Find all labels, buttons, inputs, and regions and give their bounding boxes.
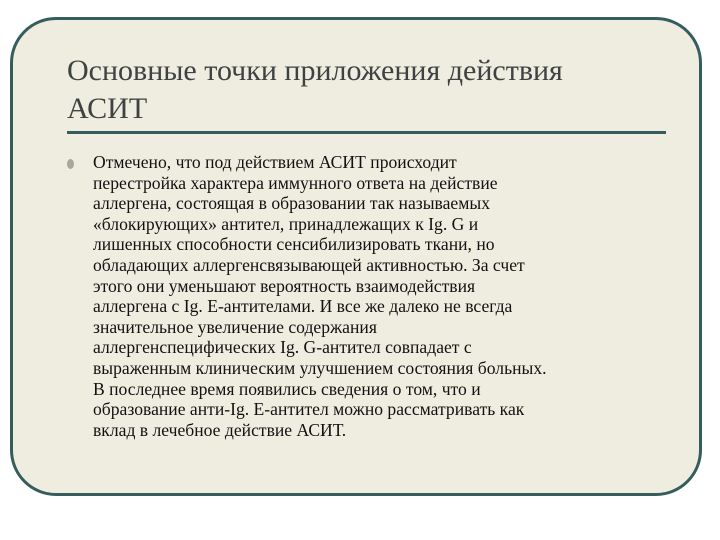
bullet-dot-icon	[67, 159, 74, 169]
title-divider	[67, 131, 666, 134]
bullet-text: Отмечено, что под действием АСИТ происходит перестройка характера иммунного ответа на действие аллергена, состоящая в образовании так называемых «блокирующих» антител, принадлежащих к Ig. G и лишенных способности сенсибилизировать ткани, но обладающих аллергенсвязывающей активностью. За счет этого они уменьшают вероятность взаимодействия аллергена с Ig. E-антителами. И все же далеко не всегда значительное увеличение содержания аллергенспецифических Ig. G-антител совпадает с выраженным клиническим улучшением состояния больных. В последнее время появились сведения о том, что и образование анти-Ig. E-антител можно рассматривать как вклад в лечебное действие АСИТ.	[93, 152, 547, 440]
slide-title: Основные точки приложения действия АСИТ	[67, 54, 563, 125]
